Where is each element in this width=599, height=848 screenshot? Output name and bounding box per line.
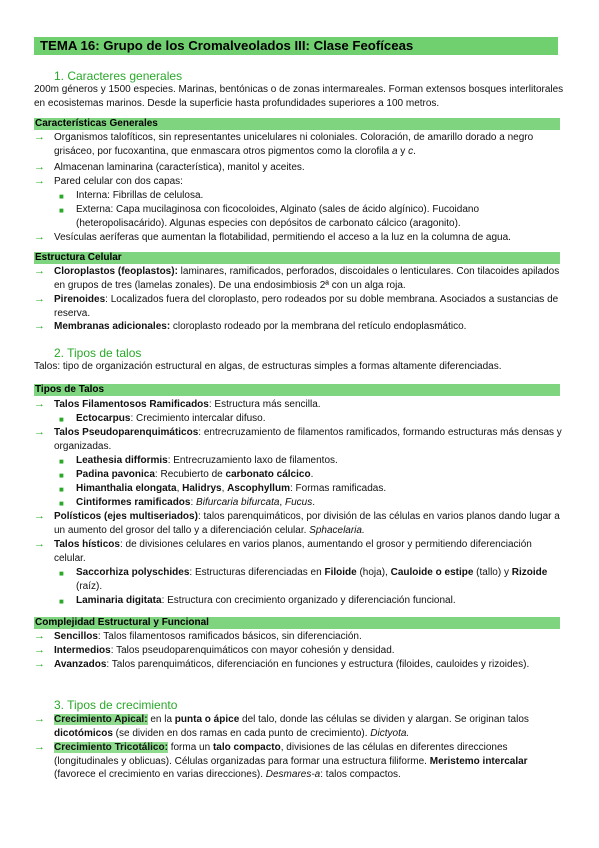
arrow-icon: → (34, 398, 45, 410)
list-item: Polísticos (ejes multiseriados): talos parenquimáticos, por división de las células en varios planos dando lugar a un aumento del grosor del tallo y a diferenciación celular. Sphacelaria. (54, 511, 560, 536)
square-bullet-icon: ■ (59, 485, 64, 494)
arrow-icon: → (34, 644, 45, 656)
list-item: Intermedios: Talos pseudoparenquimáticos con mayor cohesión y densidad. (54, 645, 395, 656)
arrow-icon: → (34, 131, 45, 143)
square-bullet-icon: ■ (59, 569, 64, 578)
list-item: Talos Pseudoparenquimáticos: entrecruzamiento de filamentos ramificados, formando estructuras más densas y organizadas. (54, 427, 562, 452)
list-item: Pirenoides: Localizados fuera del cloroplasto, pero rodeados por su doble membrana. Asociados a sustancias de reserva. (54, 294, 559, 319)
section-heading-3: 3. Tipos de crecimiento (54, 698, 178, 712)
list-subitem: Ectocarpus: Crecimiento intercalar difuso. (76, 413, 266, 424)
arrow-icon: → (34, 510, 45, 522)
section-1-intro: 200m géneros y 1500 especies. Marinas, bentónicas o de zonas intermareales. Forman extensos bosques interlitorales en ecosistemas marinos. Desde la superficie hasta profundidades superiores a 100 metros. (34, 84, 564, 109)
arrow-icon: → (34, 161, 45, 173)
arrow-icon: → (34, 293, 45, 305)
band-complejidad-label: Complejidad Estructural y Funcional (35, 617, 209, 628)
list-subitem: Leathesia difformis: Entrecruzamiento laxo de filamentos. (76, 455, 338, 466)
band-caracteristicas (34, 118, 560, 130)
arrow-icon: → (34, 175, 45, 187)
band-complejidad (34, 617, 560, 629)
band-estructura-label: Estructura Celular (35, 252, 122, 263)
band-estructura (34, 252, 560, 264)
arrow-icon: → (34, 658, 45, 670)
list-item: Talos Filamentosos Ramificados: Estructura más sencilla. (54, 399, 321, 410)
list-item: Almacenan laminarina (característica), manitol y aceites. (54, 162, 305, 173)
square-bullet-icon: ■ (59, 415, 64, 424)
list-item: Pared celular con dos capas: (54, 176, 183, 187)
list-item: Organismos talofíticos, sin representantes unicelulares ni coloniales. Coloración, de amarillo dorado a negro grisáceo, por fucoxantina, que enmascara otros pigmentos como la clorofila a y c. (54, 132, 534, 157)
arrow-icon: → (34, 426, 45, 438)
arrow-icon: → (34, 320, 45, 332)
band-caracteristicas-label: Características Generales (35, 118, 158, 129)
list-subitem: Externa: Capa mucilaginosa con ficocoloides, Alginato (sales de ácido algínico). Fucoidano (heteropolisacárido). Algunas especies con depósitos de carbonato cálcico (aragonito). (76, 204, 480, 229)
arrow-icon: → (34, 741, 45, 753)
section-heading-2: 2. Tipos de talos (54, 346, 142, 360)
arrow-icon: → (34, 538, 45, 550)
square-bullet-icon: ■ (59, 499, 64, 508)
list-item: Vesículas aeríferas que aumentan la flotabilidad, permitiendo el acceso a la luz en la columna de agua. (54, 232, 511, 243)
list-item: Membranas adicionales: cloroplasto rodeado por la membrana del retículo endoplasmático. (54, 321, 467, 332)
square-bullet-icon: ■ (59, 192, 64, 201)
list-item: Talos hísticos: de divisiones celulares en varios planos, aumentando el grosor y permitiendo diferenciación celular. (54, 539, 532, 564)
section-2-intro: Talos: tipo de organización estructural en algas, de estructuras simples a formas altamente diferenciadas. (34, 361, 502, 372)
arrow-icon: → (34, 265, 45, 277)
square-bullet-icon: ■ (59, 457, 64, 466)
page-title: TEMA 16: Grupo de los Cromalveolados III: Clase Feofíceas (40, 38, 414, 53)
arrow-icon: → (34, 713, 45, 725)
band-tipos-talos-label: Tipos de Talos (35, 384, 105, 395)
list-subitem: Laminaria digitata: Estructura con crecimiento organizado y diferenciación funcional. (76, 595, 456, 606)
list-item: Sencillos: Talos filamentosos ramificados básicos, sin diferenciación. (54, 631, 362, 642)
arrow-icon: → (34, 630, 45, 642)
square-bullet-icon: ■ (59, 471, 64, 480)
list-subitem: Saccorhiza polyschides: Estructuras diferenciadas en Filoide (hoja), Cauloide o estipe (tallo) y Rizoide (raíz). (76, 567, 548, 592)
list-subitem: Himanthalia elongata, Halidrys, Ascophyllum: Formas ramificadas. (76, 483, 387, 494)
list-subitem: Interna: Fibrillas de celulosa. (76, 190, 204, 201)
list-item: Crecimiento Tricotálico: forma un talo compacto, divisiones de las células en diferentes direcciones (longitudinales y oblicuas). Células organizadas para formar una estructura filiforme. Meristemo intercalar (favorece el crecimiento en varias direcciones). Desmares-a: talos compactos. (54, 742, 528, 781)
band-tipos-talos (34, 384, 560, 396)
list-item: Crecimiento Apical: en la punta o ápice del talo, donde las células se dividen y alargan. Se originan talos dicotómicos (se dividen en dos ramas en cada punto de crecimiento). Dictyota. (54, 714, 529, 739)
square-bullet-icon: ■ (59, 206, 64, 215)
square-bullet-icon: ■ (59, 597, 64, 606)
arrow-icon: → (34, 231, 45, 243)
list-item: Cloroplastos (feoplastos): laminares, ramificados, perforados, discoidales o lenticulares. Con tilacoides apilados en grupos de tres (lamelas zonales). De una endosimbiosis 2ª con un alga roja. (54, 266, 560, 291)
list-subitem: Cintiformes ramificados: Bifurcaria bifurcata, Fucus. (76, 497, 315, 508)
section-heading-1: 1. Caracteres generales (54, 69, 183, 83)
list-item: Avanzados: Talos parenquimáticos, diferenciación en funciones y estructura (filoides, cauloides y rizoides). (54, 659, 530, 670)
title-bar (34, 37, 558, 55)
list-subitem: Padina pavonica: Recubierto de carbonato cálcico. (76, 469, 314, 480)
